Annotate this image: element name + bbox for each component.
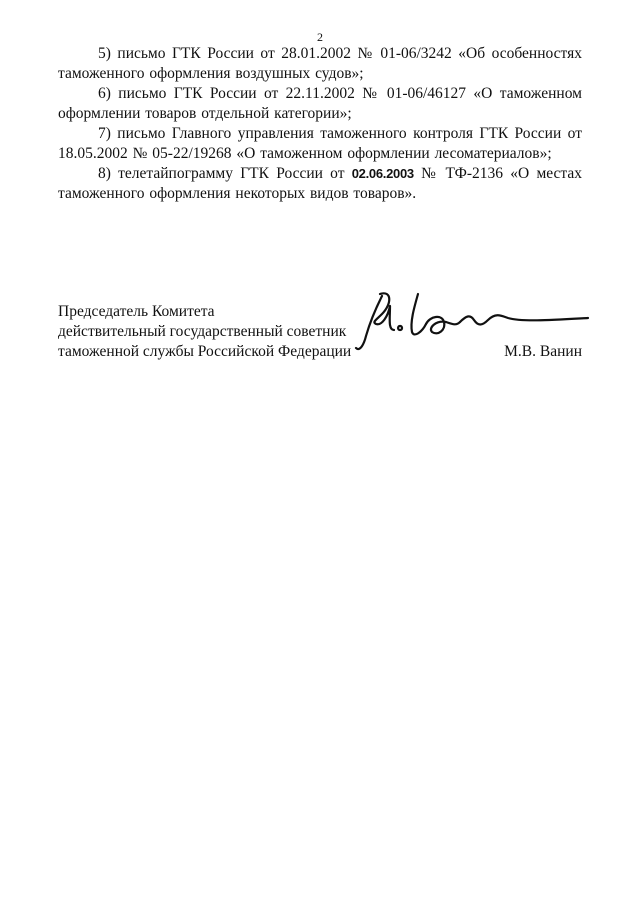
page-number: 2 [317,30,323,44]
list-item [58,164,582,204]
signer-title [58,302,358,362]
signer-title-line: Председатель Комитета [58,303,215,320]
signer-name: М.В. Ванин [504,343,582,360]
list-item: 6) письмо ГТК России от 22.11.2002 № 01-06/46127 «О таможенном оформлении товаров отдельной категории»; [58,85,582,122]
signer-title-line: таможенной службы Российской Федерации [58,343,352,360]
date-stamp: 02.06.2003 [351,166,414,181]
handwritten-signature [352,286,592,356]
list-item: 7) письмо Главного управления таможенного контроля ГТК России от 18.05.2002 № 05-22/19268 «О таможенном оформлении лесоматериалов»; [58,125,582,162]
list-item-text-before: 8) телетайпограмму ГТК России от [98,165,352,182]
signer-title-line: действительный государственный советник [58,323,347,340]
list-item: 5) письмо ГТК России от 28.01.2002 № 01-06/3242 «Об особенностях таможенного оформления воздушных судов»; [58,45,582,82]
document-list [58,44,582,204]
list-item-text-after: № ТФ-2136 «О местах таможенного оформления некоторых видов товаров». [58,165,582,202]
